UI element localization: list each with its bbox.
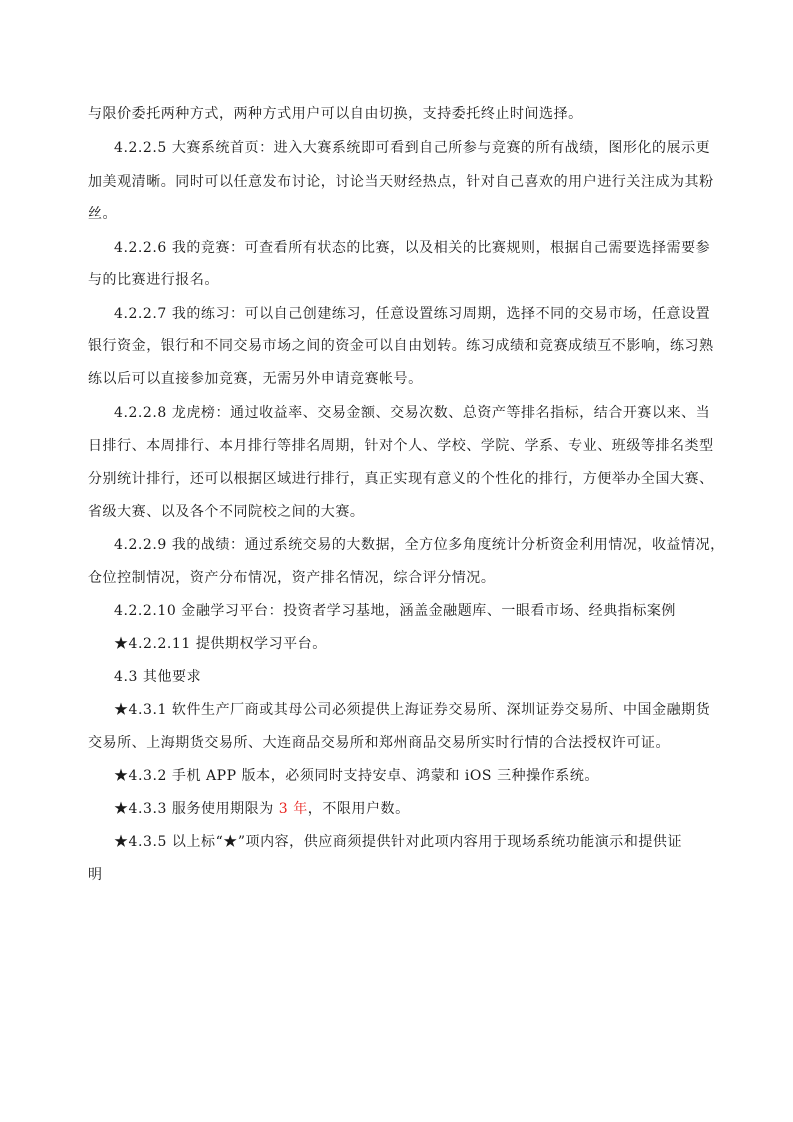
- section-4-2-2-5: 4.2.2.5 大赛系统首页：进入大赛系统即可看到自己所参与竞赛的所有战绩，图形化的展示更: [114, 140, 711, 156]
- paragraph-line: 练以后可以直接参加竞赛，无需另外申请竞赛帐号。: [88, 371, 423, 387]
- paragraph-line: 明: [88, 867, 103, 883]
- paragraph-line: 加美观清晰。同时可以任意发布讨论，讨论当天财经热点，针对自己喜欢的用户进行关注成为其粉: [88, 174, 714, 190]
- text-segment: ★4.3.3 服务使用期限为: [114, 801, 279, 817]
- section-4-2-2-11: ★4.2.2.11 提供期权学习平台。: [114, 636, 327, 652]
- paragraph-line: 与的比赛进行报名。: [88, 272, 219, 288]
- paragraph-line: 银行资金，银行和不同交易市场之间的资金可以自由划转。练习成绩和竞赛成绩互不影响，练习熟: [88, 338, 714, 354]
- paragraph-line: 日排行、本周排行、本月排行等排名周期，针对个人、学校、学院、学系、专业、班级等排名类型: [88, 438, 714, 454]
- paragraph-line: 省级大赛、以及各个不同院校之间的大赛。: [88, 504, 365, 520]
- section-4-3-1: ★4.3.1 软件生产厂商或其母公司必须提供上海证券交易所、深圳证券交易所、中国金融期货: [114, 702, 711, 718]
- section-4-2-2-7: 4.2.2.7 我的练习：可以自己创建练习，任意设置练习周期，选择不同的交易市场，任意设置: [114, 306, 711, 322]
- section-4-3-5: ★4.3.5 以上标“★”项内容，供应商须提供针对此项内容用于现场系统功能演示和提供证: [114, 834, 683, 850]
- highlighted-term: 3 年: [278, 801, 308, 817]
- section-4-3-3: [114, 799, 734, 819]
- section-4-2-2-8: 4.2.2.8 龙虎榜：通过收益率、交易金额、交易次数、总资产等排名指标，结合开赛以来、当: [114, 405, 711, 421]
- section-heading-4-3: 4.3 其他要求: [114, 669, 202, 685]
- paragraph-line: 丝。: [88, 206, 118, 222]
- section-4-2-2-9: 4.2.2.9 我的战绩：通过系统交易的大数据，全方位多角度统计分析资金利用情况，收益情况，: [114, 537, 725, 553]
- text-segment: ，不限用户数。: [307, 801, 410, 817]
- section-4-2-2-10: 4.2.2.10 金融学习平台：投资者学习基地，涵盖金融题库、一眼看市场、经典指标案例: [114, 603, 676, 619]
- section-4-2-2-6: 4.2.2.6 我的竞赛：可查看所有状态的比赛，以及相关的比赛规则，根据自己需要选择需要参: [114, 240, 711, 256]
- paragraph-line: 仓位控制情况，资产分布情况，资产排名情况，综合评分情况。: [88, 570, 496, 586]
- paragraph-line: 分别统计排行，还可以根据区域进行排行，真正实现有意义的个性化的排行，方便举办全国大赛、: [88, 471, 714, 487]
- paragraph-line: 与限价委托两种方式，两种方式用户可以自由切换，支持委托终止时间选择。: [88, 106, 583, 122]
- paragraph-line: 交易所、上海期货交易所、大连商品交易所和郑州商品交易所实时行情的合法授权许可证。: [88, 735, 670, 751]
- section-4-3-2: ★4.3.2 手机 APP 版本，必须同时支持安卓、鸿蒙和 iOS 三种操作系统。: [114, 768, 599, 784]
